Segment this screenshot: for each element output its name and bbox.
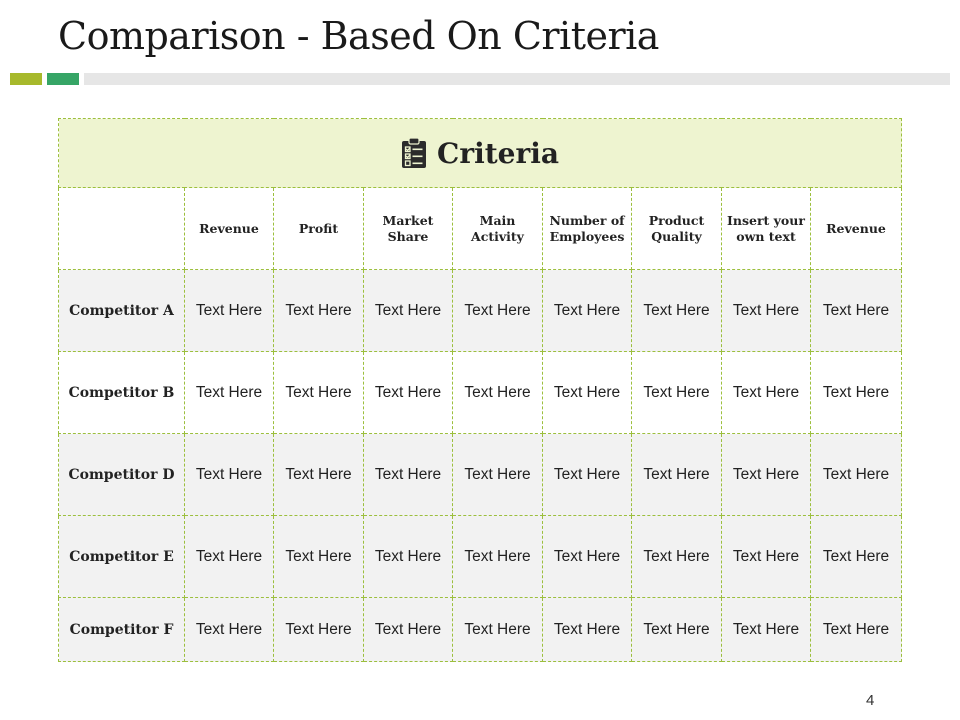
table-cell: Text Here <box>722 434 811 516</box>
table-row <box>59 270 902 352</box>
table-cell: Text Here <box>185 598 274 662</box>
table-cell: Text Here <box>543 352 632 434</box>
criteria-table <box>58 118 902 662</box>
row-label: Competitor E <box>59 516 185 598</box>
table-cell: Text Here <box>543 516 632 598</box>
table-cell: Text Here <box>274 434 364 516</box>
header-corner-cell <box>59 188 185 270</box>
table-cell: Text Here <box>364 598 453 662</box>
criteria-band-title: Criteria <box>437 136 559 170</box>
table-cell: Text Here <box>632 270 722 352</box>
table-cell: Text Here <box>453 598 543 662</box>
page-number: 4 <box>866 692 875 709</box>
table-cell: Text Here <box>811 598 902 662</box>
table-cell: Text Here <box>811 270 902 352</box>
table-row <box>59 598 902 662</box>
accent-bar-green <box>47 73 79 85</box>
table-cell: Text Here <box>543 598 632 662</box>
table-row <box>59 434 902 516</box>
header-cell: Profit <box>274 188 364 270</box>
table-cell: Text Here <box>185 352 274 434</box>
table-cell: Text Here <box>274 516 364 598</box>
accent-bar-gray <box>84 73 950 85</box>
header-cell: Revenue <box>185 188 274 270</box>
table-cell: Text Here <box>185 434 274 516</box>
table-cell: Text Here <box>274 598 364 662</box>
table-cell: Text Here <box>722 270 811 352</box>
header-row <box>59 188 902 270</box>
table-cell: Text Here <box>722 598 811 662</box>
table-cell: Text Here <box>632 434 722 516</box>
table-cell: Text Here <box>364 434 453 516</box>
row-label: Competitor D <box>59 434 185 516</box>
header-cell: Number of Employees <box>543 188 632 270</box>
table-cell: Text Here <box>722 516 811 598</box>
header-cell: Market Share <box>364 188 453 270</box>
table-cell: Text Here <box>185 516 274 598</box>
row-label: Competitor A <box>59 270 185 352</box>
table-cell: Text Here <box>453 270 543 352</box>
table-cell: Text Here <box>364 270 453 352</box>
table-cell: Text Here <box>632 598 722 662</box>
table-row <box>59 352 902 434</box>
table-cell: Text Here <box>811 516 902 598</box>
table-cell: Text Here <box>364 352 453 434</box>
header-cell: Main Activity <box>453 188 543 270</box>
criteria-band-content <box>59 137 901 170</box>
table-cell: Text Here <box>811 352 902 434</box>
accent-bar-lime <box>10 73 42 85</box>
criteria-band <box>59 119 902 188</box>
row-label: Competitor B <box>59 352 185 434</box>
table-cell: Text Here <box>453 516 543 598</box>
criteria-band-cell <box>59 119 902 188</box>
table-cell: Text Here <box>453 434 543 516</box>
table-cell: Text Here <box>811 434 902 516</box>
row-label: Competitor F <box>59 598 185 662</box>
header-cell: Insert your own text <box>722 188 811 270</box>
table-cell: Text Here <box>543 434 632 516</box>
table-cell: Text Here <box>274 270 364 352</box>
table-cell: Text Here <box>543 270 632 352</box>
header-cell: Product Quality <box>632 188 722 270</box>
table-cell: Text Here <box>722 352 811 434</box>
table-cell: Text Here <box>453 352 543 434</box>
table-cell: Text Here <box>632 352 722 434</box>
table-row <box>59 516 902 598</box>
table-cell: Text Here <box>632 516 722 598</box>
table-cell: Text Here <box>364 516 453 598</box>
clipboard-checklist-icon <box>401 137 427 169</box>
table-cell: Text Here <box>274 352 364 434</box>
table-cell: Text Here <box>185 270 274 352</box>
header-cell: Revenue <box>811 188 902 270</box>
slide-title: Comparison - Based On Criteria <box>58 14 659 58</box>
